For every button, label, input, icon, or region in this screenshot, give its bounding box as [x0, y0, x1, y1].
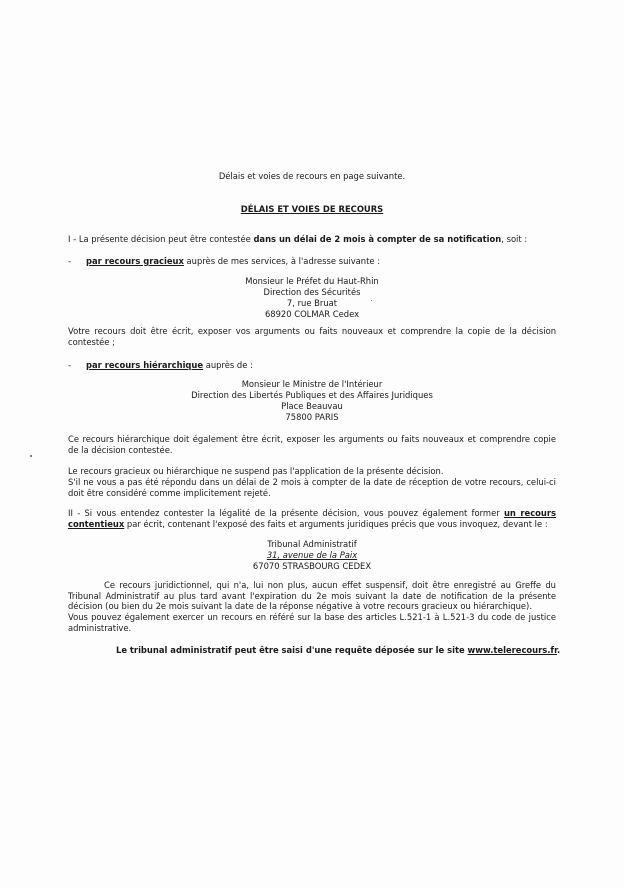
closing-line — [116, 645, 560, 656]
gracieux-text: auprès de mes services, à l'adresse suivante : — [183, 256, 381, 266]
hierarchique-label: par recours hiérarchique — [86, 360, 204, 370]
header-note: Délais et voies de recours en page suivante. — [218, 171, 406, 181]
hierarchique-text: auprès de : — [203, 360, 253, 370]
telerecours-link[interactable]: www.telerecours.fr — [467, 645, 558, 655]
tribunal-address-line: 31, avenue de la Paix — [266, 550, 358, 560]
gracieux-line — [86, 256, 380, 267]
gracieux-address-line: Monsieur le Préfet du Haut-Rhin — [245, 276, 379, 286]
gracieux-address-line: 68920 COLMAR Cedex — [264, 309, 360, 319]
gracieux-bullet: - — [68, 256, 72, 266]
scan-speck — [30, 455, 32, 457]
section1-deadline: dans un délai de 2 mois à compter de sa notification — [253, 234, 502, 244]
suspend-note: Le recours gracieux ou hiérarchique ne suspend pas l'application de la présente décision. — [68, 466, 444, 476]
gracieux-label: par recours gracieux — [86, 256, 184, 266]
hierarchique-bullet: - — [68, 360, 72, 370]
scan-speck — [371, 300, 372, 301]
section2-suffix: par écrit, contenant l'exposé des faits et arguments juridiques précis que vous invoquez, devant le : — [124, 518, 548, 529]
section1-intro — [68, 234, 527, 245]
hierarchique-note: Ce recours hiérarchique doit également être écrit, exposer les arguments ou faits nouveaux et comprendre copie de la décision contestée. — [68, 434, 556, 455]
section2-intro — [68, 508, 556, 529]
gracieux-address-line: 7, rue Bruat — [286, 298, 338, 308]
hierarchique-address-line: Place Beauvau — [281, 401, 343, 411]
refere-note: Vous pouvez également exercer un recours en référé sur la base des articles L.521-1 à L.521-3 du code de justice administrative. — [68, 612, 556, 633]
section2-contentieux: un recours contentieux — [68, 508, 556, 529]
hierarchique-line — [86, 360, 253, 371]
gracieux-note: Votre recours doit être écrit, exposer vos arguments ou faits nouveaux et comprendre la copie de la décision contestée ; — [68, 326, 556, 347]
hierarchique-address-line: 75800 PARIS — [285, 412, 339, 422]
page-title: DÉLAIS ET VOIES DE RECOURS — [240, 204, 384, 214]
section2-prefix: II - Si vous entendez contester la légalité de la présente décision, vous pouvez également former — [68, 508, 504, 518]
tribunal-address-line: Tribunal Administratif — [267, 539, 357, 549]
juridictionnel-note: Ce recours juridictionnel, qui n'a, lui non plus, aucun effet suspensif, doit être enregistré au Greffe du Tribunal Administratif au plus tard avant l'expiration du 2e mois suivant la date de notification de la présente décision (ou bien du 2e mois suivant la date de la réponse négative à votre recours gracieux ou hiérarchique). — [68, 580, 556, 612]
hierarchique-address-line: Direction des Libertés Publiques et des Affaires Juridiques — [191, 390, 433, 400]
section1-suffix: , soit : — [501, 234, 528, 244]
closing-text: Le tribunal administratif peut être saisi d'une requête déposée sur le site — [116, 645, 468, 655]
hierarchique-address-line: Monsieur le Ministre de l'Intérieur — [241, 379, 383, 389]
gracieux-address-line: Direction des Sécurités — [263, 287, 361, 297]
section1-prefix: I - La présente décision peut être contestée — [68, 234, 254, 244]
closing-end: . — [557, 645, 561, 655]
tribunal-address-line: 67070 STRASBOURG CEDEX — [252, 561, 372, 571]
delay-note: S'il ne vous a pas été répondu dans un délai de 2 mois à compter de la date de réception de votre recours, celui-ci doit être considéré comme implicitement rejeté. — [68, 477, 556, 498]
